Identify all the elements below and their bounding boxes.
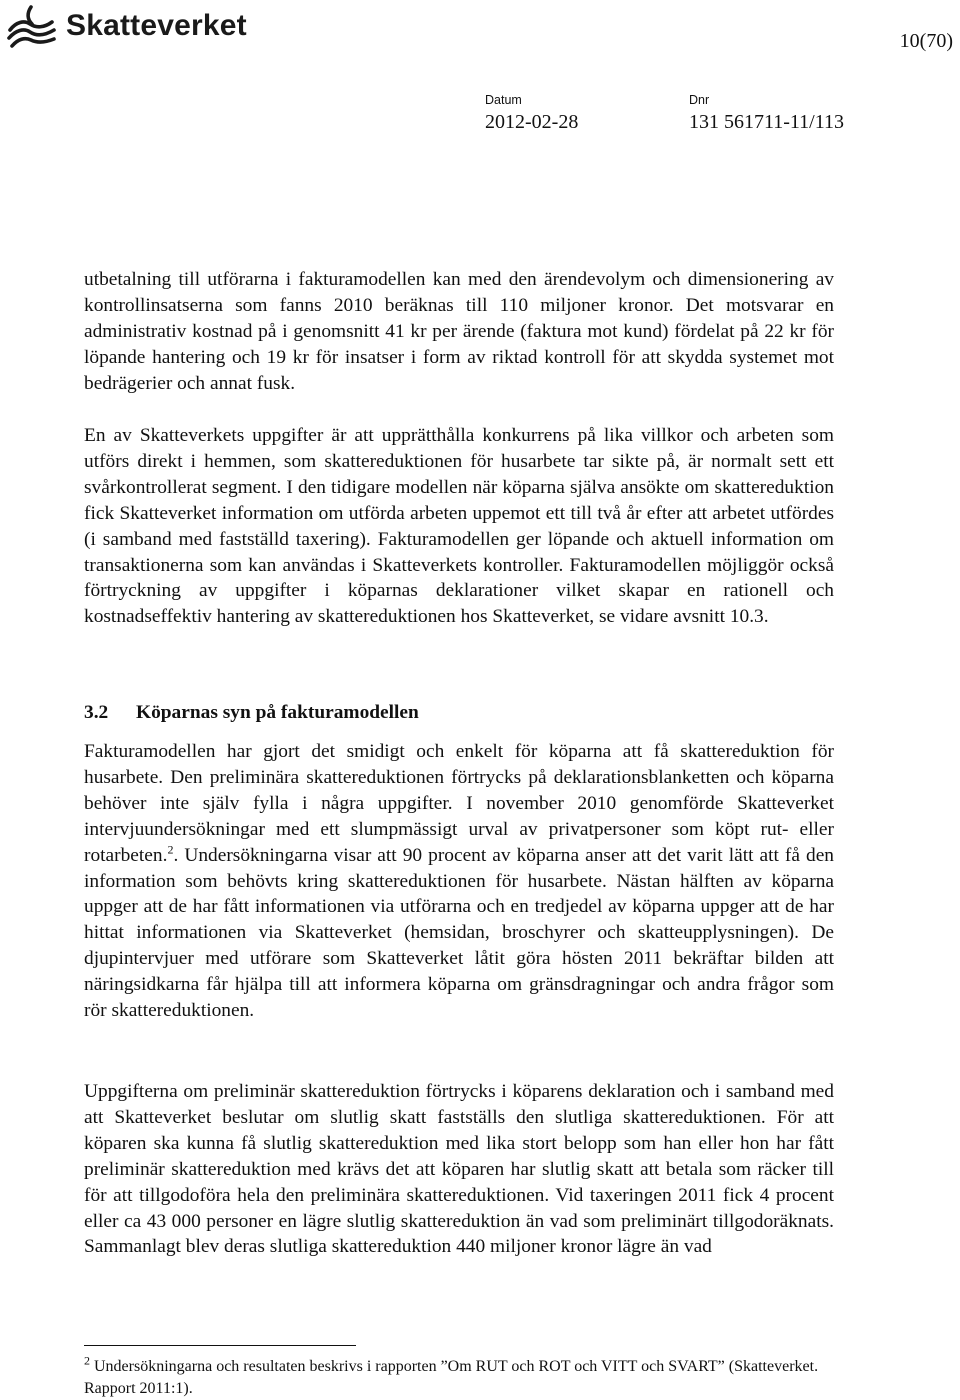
page-number: 10(70) (899, 30, 953, 52)
date-label: Datum (485, 93, 522, 107)
dnr-label: Dnr (689, 93, 710, 107)
logo-text: Skatteverket (66, 9, 247, 42)
dnr-block (689, 93, 844, 134)
date-block (485, 93, 578, 134)
paragraph-3-part-1: Fakturamodellen har gjort det smidigt och enkelt för köparna att få skattereduktion för husarbete. Den preliminära skattereduktionen förtrycks på deklarationsblanketten och köparna behöver inte själv fylla i några uppgifter. I november 2010 genomförde Skatteverket intervjuundersökningar med ett slumpmässigt urval av privatpersoner som köpt rut- eller rotarbeten. (84, 741, 834, 866)
footnote-reference: 2 (167, 842, 174, 857)
date-value: 2012-02-28 (485, 111, 579, 133)
logo (6, 4, 247, 48)
dnr-value: 131 561711-11/113 (689, 111, 844, 133)
paragraph-3 (84, 739, 834, 1024)
paragraph-2-text: En av Skatteverkets uppgifter är att upprätthålla konkurrens på lika villkor och arbeten som utförs direkt i hemmen, som skattereduktionen för husarbete tar sikte på, är normalt sett ett svårkontrollerat segment. I den tidigare modellen när köparna själva ansökte om skattereduktion fick Skatteverket information om utförda arbeten uppemot ett till två år efter att arbetet utfördes (i samband med fastställd taxering). Fakturamodellen ger löpande och aktuell information om transaktionerna som kan användas i Skatteverkets kontroller. Fakturamodellen möjliggör också förtryckning av uppgifter i köparnas deklarationer vilket skapar en rationell och kostnadseffektiv hantering av skattereduktionen hos Skatteverket, se vidare avsnitt 10.3. (84, 425, 834, 628)
paragraph-1-text: utbetalning till utförarna i fakturamodellen kan med den ärendevolym och dimensionering av kontrollinsatserna som fanns 2010 beräknas till 110 miljoner kronor. Det motsvarar en administrativ kostnad på i genomsnitt 41 kr per ärende (faktura mot kund) fördelat på 22 kr för löpande hantering och 19 kr för insatser i form av riktad kontroll för att skydda systemet mot bedrägerier och annat fusk. (84, 269, 834, 394)
footnote-number: 2 (84, 1353, 90, 1368)
section-title: Köparnas syn på fakturamodellen (136, 702, 419, 723)
footnote (84, 1353, 824, 1400)
paragraph-1 (84, 267, 834, 397)
paragraph-3-part-2: . Undersökningarna visar att 90 procent av köparna anser att det varit lätt att få den information som behövts kring skattereduktionen för husarbete. Nästan hälften av köparna uppger att de har fått informationen via utförarna och en tredjedel av köparna uppger att de har hittat informationen via Skatteverket (hemsidan, broschyrer och skatteupplysningen). De djupintervjuer med utförare som Skatteverket låtit göra hösten 2011 bekräftar bilden att näringsidkarna får hjälpa till att informera köparna om gränsdragningar och andra frågor som rör skattereduktionen. (84, 844, 834, 1022)
section-heading (84, 702, 419, 724)
paragraph-4-text: Uppgifterna om preliminär skattereduktion förtrycks i köparens deklaration och i samband med att Skatteverket beslutar om slutlig skatt fastställs den slutliga skattereduktionen. För att köparen ska kunna få slutlig skattereduktion med lika stort belopp som han eller hon har fått preliminär skattereduktion med krävs det att köparen har slutlig skatt att betala som räcker till för att tillgodoföra hela den preliminära skattereduktionen. Vid taxeringen 2011 fick 4 procent eller ca 43 000 personer en lägre slutlig skattereduktion än vad som preliminärt tillgodoräknats. Sammanlagt blev deras slutliga skattereduktion 440 miljoner kronor lägre än vad (84, 1081, 834, 1258)
paragraph-4 (84, 1079, 834, 1260)
paragraph-3-text (84, 739, 834, 1024)
section-number: 3.2 (84, 702, 109, 723)
footnote-text: Undersökningarna och resultaten beskrivs i rapporten ”Om RUT och ROT och VITT och SVART” (Skatteverket. Rapport 2011:1). (84, 1358, 819, 1397)
page-header (0, 0, 960, 133)
skatteverket-logo-icon (6, 4, 58, 48)
footnote-divider (84, 1345, 356, 1346)
paragraph-2 (84, 423, 834, 630)
